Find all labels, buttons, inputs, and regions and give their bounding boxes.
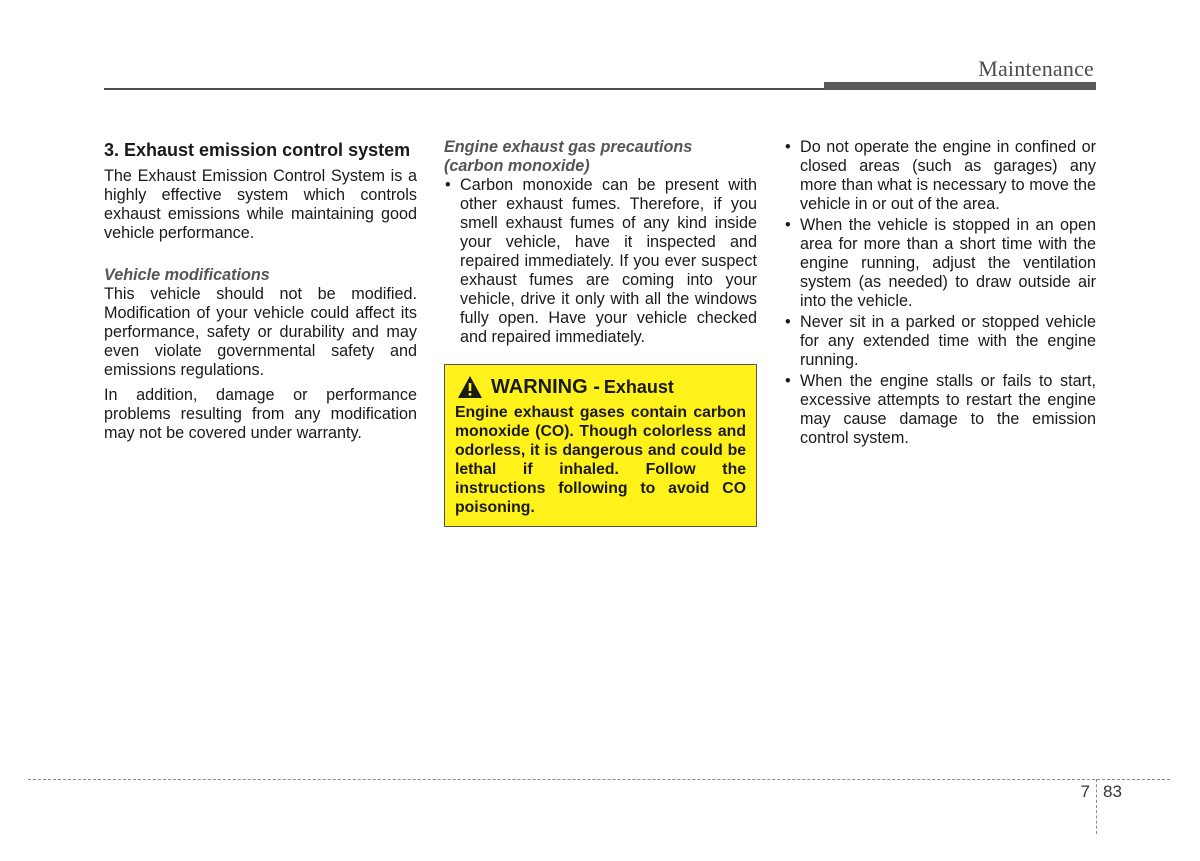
subheading-line-2: (carbon monoxide) — [444, 157, 590, 175]
modifications-paragraph: This vehicle should not be modified. Modification of your vehicle could affect its performance, safety or durability and may even violate governmental safety and emissions regulations. — [104, 285, 417, 379]
intro-paragraph: The Exhaust Emission Control System is a highly effective system which controls exhaust emissions while maintaining good vehicle performance. — [104, 167, 417, 242]
list-item: • Carbon monoxide can be present with other exhaust fumes. Therefore, if you smell exhaust fumes of any kind inside your vehicle, have it inspected and repaired immediately. If you ever suspect exhaust fumes are coming into your vehicle, drive it only with all the windows fully open. Have your vehicle checked and repaired immediately. — [444, 176, 757, 347]
header-rule — [104, 88, 824, 90]
column-middle — [444, 138, 757, 349]
section-heading: 3. Exhaust emission control system — [104, 140, 411, 160]
bullet-list — [444, 176, 757, 347]
chapter-number: 7 — [1080, 782, 1090, 801]
warning-triangle-icon — [457, 375, 483, 399]
page-number: 83 — [1103, 782, 1122, 801]
warning-body: Engine exhaust gases contain carbon monoxide (CO). Though colorless and odorless, it is dangerous and could be lethal if inhaled. Follow the instructions following to avoid CO poisoning. — [455, 404, 746, 516]
page-header-title: Maintenance — [978, 56, 1094, 81]
footer-divider — [1096, 779, 1097, 834]
bullet-list — [784, 138, 1096, 448]
warning-label: WARNING - — [491, 376, 600, 398]
list-item: • Never sit in a parked or stopped vehicle for any extended time with the engine running. — [784, 313, 1096, 370]
subheading-vehicle-modifications: Vehicle modifications — [104, 266, 270, 284]
list-item: • Do not operate the engine in confined or closed areas (such as garages) any more than what is necessary to move the vehicle in or out of the area. — [784, 138, 1096, 214]
column-left — [104, 138, 417, 449]
list-item: • When the engine stalls or fails to start, excessive attempts to restart the engine may cause damage to the emission control system. — [784, 372, 1096, 448]
warning-subject: Exhaust — [603, 377, 674, 397]
warning-box — [444, 364, 757, 527]
footer-rule — [28, 779, 1170, 780]
header-rule-accent — [824, 82, 1096, 90]
list-item: • When the vehicle is stopped in an open area for more than a short time with the engine running, adjust the ventilation system (as needed) to draw outside air into the vehicle. — [784, 216, 1096, 311]
warning-title — [455, 375, 746, 399]
column-right — [784, 138, 1096, 450]
subheading-line-1: Engine exhaust gas precautions — [444, 138, 693, 156]
warranty-paragraph: In addition, damage or performance problems resulting from any modification may not be covered under warranty. — [104, 386, 417, 442]
subheading-exhaust-precautions — [444, 138, 757, 176]
